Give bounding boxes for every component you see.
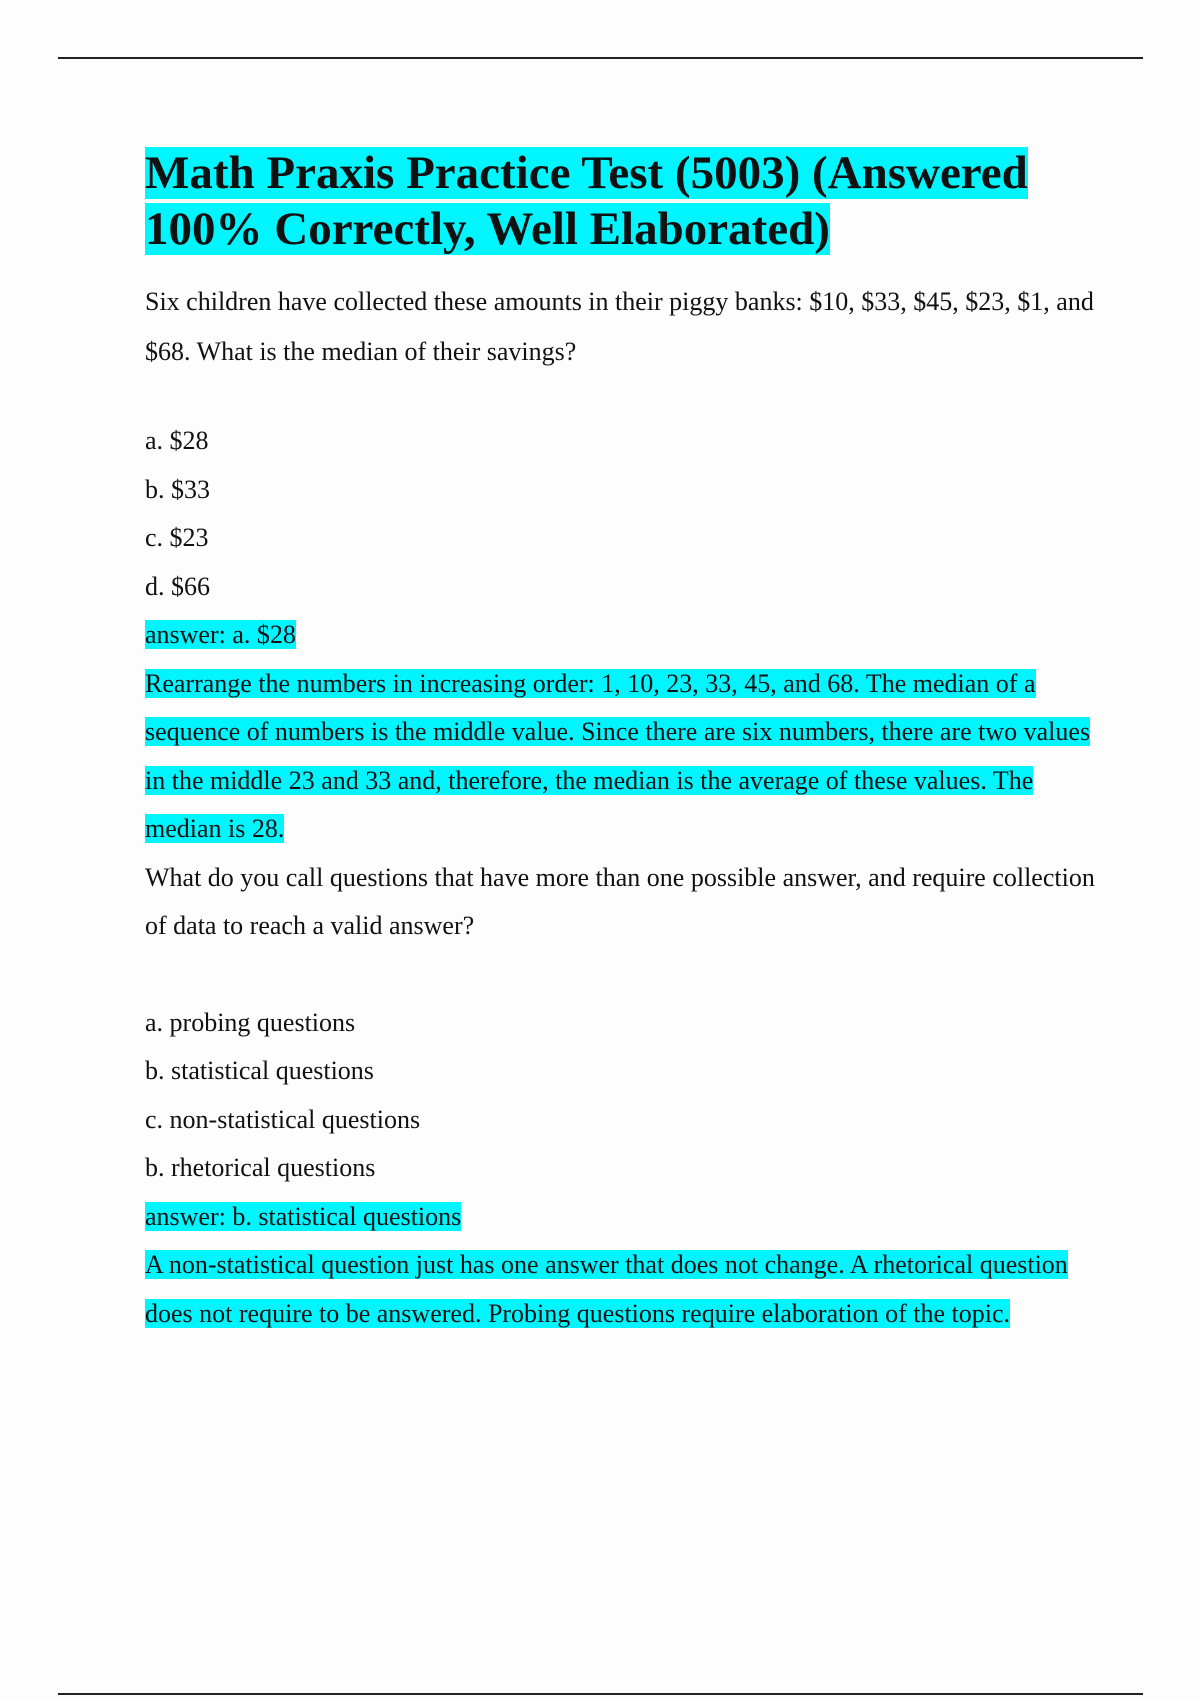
question-2-answer xyxy=(145,1193,1105,1242)
question-2-explanation xyxy=(145,1241,1100,1338)
question-1-options xyxy=(145,417,1105,611)
question-2-option-c: c. non-statistical questions xyxy=(145,1104,421,1134)
question-1-explanation xyxy=(145,660,1100,854)
document-title xyxy=(145,145,1075,257)
question-1-answer xyxy=(145,611,1105,660)
question-2-option-a: a. probing questions xyxy=(145,1007,356,1037)
question-2-option-b: b. statistical questions xyxy=(145,1056,374,1085)
question-2-explanation-text: A non-statistical question just has one answer that does not change. A rhetorical question does not require to be answered. Probing questions require elaboration of the topic. xyxy=(145,1250,1068,1328)
document-body xyxy=(145,145,1105,1338)
question-1-explanation-text: Rearrange the numbers in increasing order: 1, 10, 23, 33, 45, and 68. The median of a sequence of numbers is the middle value. Since there are six numbers, there are two values in the middle 23 and 33 and, therefore, the median is the average of these values. The median is 28. xyxy=(145,668,1091,843)
bottom-rule xyxy=(58,1693,1143,1695)
question-1-option-b: b. $33 xyxy=(145,474,210,504)
question-2-answer-text: answer: b. statistical questions xyxy=(145,1201,462,1231)
question-1-answer-text: answer: a. $28 xyxy=(145,620,296,649)
question-1-option-d: d. $66 xyxy=(145,571,210,601)
top-rule xyxy=(58,57,1143,59)
question-1-option-a: a. $28 xyxy=(145,426,209,455)
question-2-option-d: b. rhetorical questions xyxy=(145,1153,376,1182)
question-2-prompt: What do you call questions that have more than one possible answer, and require collection of data to reach a valid answer? xyxy=(145,862,1095,940)
title-text: Math Praxis Practice Test (5003) (Answered 100% Correctly, Well Elaborated) xyxy=(145,147,1028,255)
question-2-options xyxy=(145,999,1105,1193)
question-1-option-c: c. $23 xyxy=(145,523,209,552)
question-1-prompt: Six children have collected these amounts in their piggy banks: $10, $33, $45, $23, $1, and $68. What is the median of their savings? xyxy=(145,287,1094,366)
